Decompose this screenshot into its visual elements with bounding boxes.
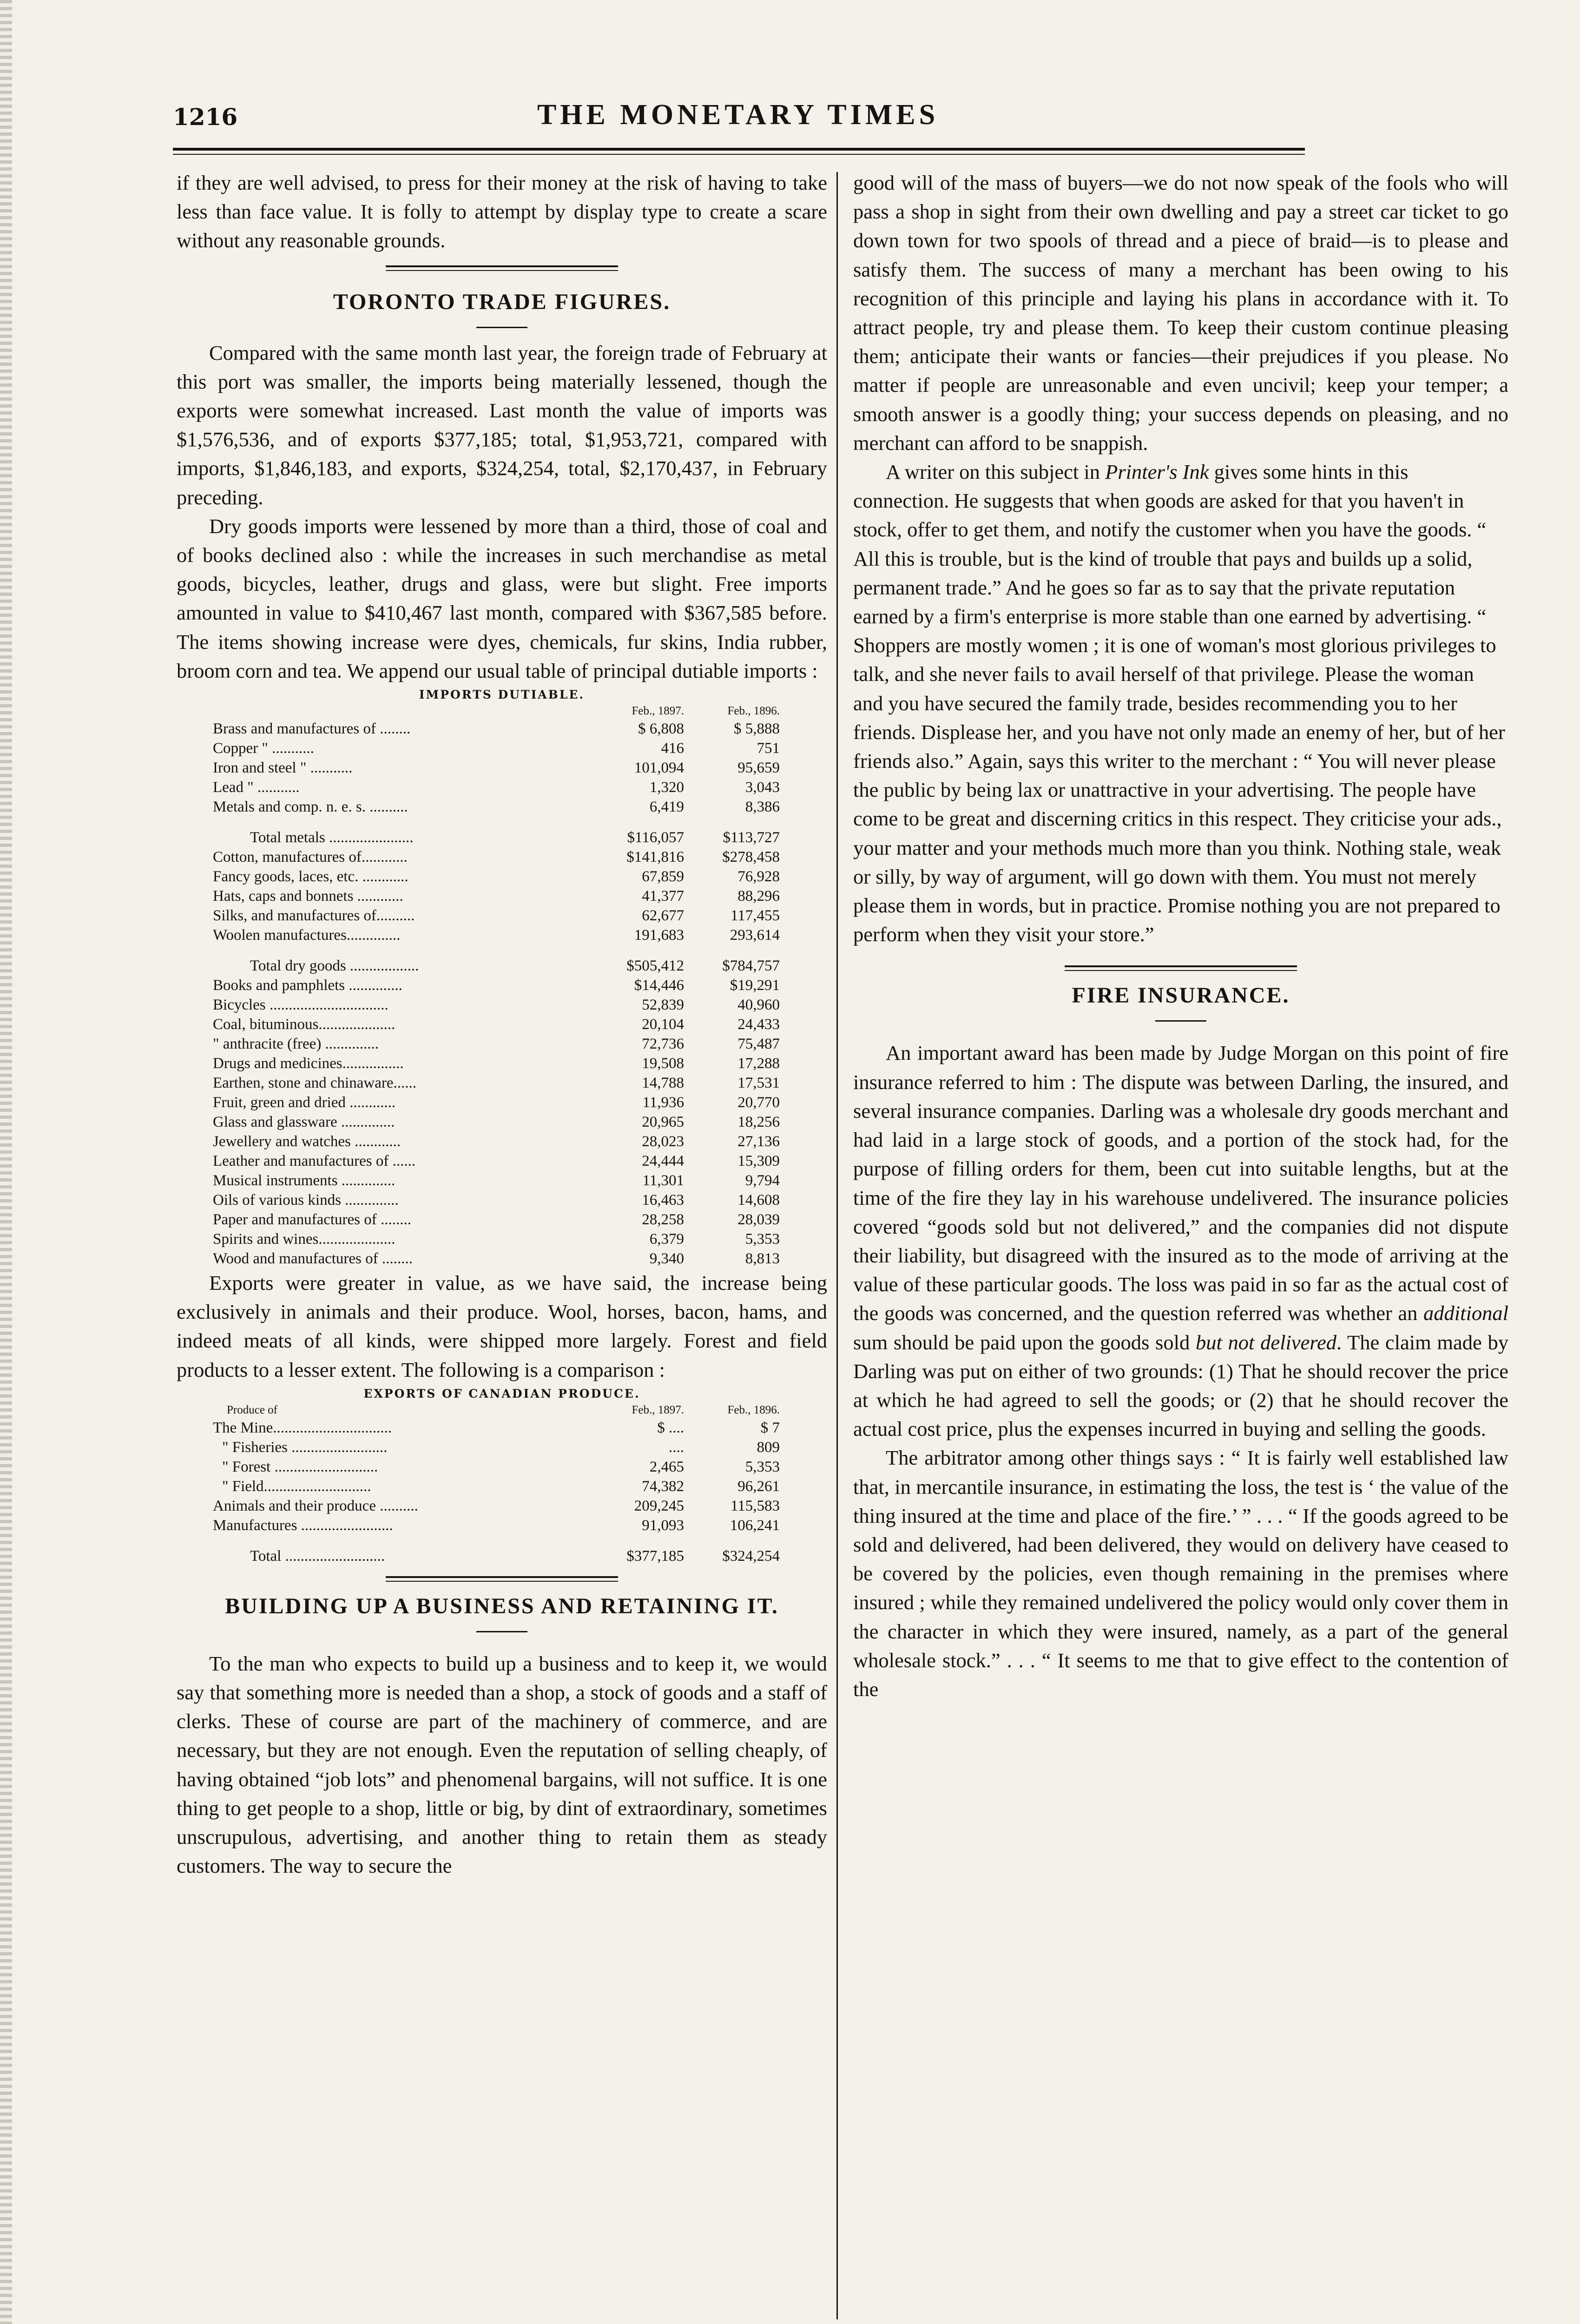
col-header: Feb., 1897. <box>632 705 684 718</box>
table-row: Coal, bituminous.................... 20,104 24,433 <box>213 1016 780 1033</box>
total-row: Total metals ...................... $116,057 $113,727 <box>250 829 780 846</box>
left-column <box>177 168 827 1880</box>
table-row: Earthen, stone and chinaware...... 14,788 17,531 <box>213 1075 780 1092</box>
fire-insurance-heading: FIRE INSURANCE. <box>1072 983 1290 1008</box>
table-row: Paper and manufactures of ........ 28,258 28,039 <box>213 1211 780 1228</box>
table-row: " Forest ........................... 2,465 5,353 <box>222 1458 780 1475</box>
table-row: The Mine............................... $ .... $ 7 <box>213 1419 780 1436</box>
table-row: Cotton, manufactures of............ $141,816 $278,458 <box>213 849 780 866</box>
col-header: Feb., 1897. <box>632 1403 684 1416</box>
imports-table-caption: IMPORTS DUTIABLE. <box>419 688 585 702</box>
table-row: Musical instruments .............. 11,301 9,794 <box>213 1172 780 1189</box>
binding-edge <box>0 0 12 2324</box>
table-row: Hats, caps and bonnets ............ 41,377 88,296 <box>213 888 780 905</box>
fire-paragraph-1: An important award has been made by Judge Morgan on this point of fire insurance referred to him : The dispute was between Darling, the insured, and several insurance companies. Darling was a wholesale dry goods merchant and had laid in a large stock of goods, and a portion of the stock had, for the purpose of filling orders for them, been cut into suitable lengths, but at the time of the fire they lay in his warehouse undelivered. The insurance policies covered “goods sold but not delivered,” and the companies did not dispute their liability, but disagreed with the insured as to the mode of arriving at the value of these particular goods. The loss was paid in so far as the actual cost of the goods was concerned, and the question referred was whether an additional sum should be paid upon the goods sold but not delivered. The claim made by Darling was put on either of two grounds: (1) That he should recover the price at which he had agreed to sell the goods; or (2) that he should recover the actual cost price, plus the expenses incurred in buying and selling the goods. <box>853 1041 1508 1441</box>
right-column <box>853 168 1508 1703</box>
column-divider <box>836 172 838 2319</box>
imports-dutiable-table <box>213 703 780 1268</box>
table-row: Copper " ........... 416 751 <box>213 740 780 757</box>
table-row: Brass and manufactures of ........ $ 6,808 $ 5,888 <box>213 720 780 738</box>
table-row: Fruit, green and dried ............ 11,936 20,770 <box>213 1094 780 1111</box>
table-row: " anthracite (free) .............. 72,736 75,487 <box>213 1036 780 1053</box>
table-row: Books and pamphlets .............. $14,446 $19,291 <box>213 977 780 994</box>
journal-title: THE MONETARY TIMES <box>537 99 939 131</box>
table-row: Animals and their produce .......... 209,245 115,583 <box>213 1497 780 1514</box>
section-rule <box>386 265 618 271</box>
header-rule-thick <box>173 148 1305 151</box>
table-row: Silks, and manufactures of.......... 62,677 117,455 <box>213 907 780 924</box>
publication-name: Printer's Ink <box>1105 460 1209 484</box>
business-paragraph: To the man who expects to build up a business and to keep it, we would say that something more is needed than a shop, a stock of goods and a staff of clerks. These of course are part of the machinery of commerce, and are necessary, but they are not enough. Even the reputation of selling cheaply, of having obtained “job lots” and phenomenal bargains, will not suffice. It is one thing to get people to a shop, little or big, by dint of extraordinary, sometimes unscrupulous, advertising, and another thing to retain them as steady customers. The way to secure the <box>177 1651 827 1878</box>
business-heading: BUILDING UP A BUSINESS AND RETAINING IT. <box>225 1593 779 1618</box>
exports-table-caption: EXPORTS OF CANADIAN PRODUCE. <box>363 1386 640 1400</box>
table-row: Spirits and wines.................... 6,379 5,353 <box>213 1231 780 1248</box>
table-row: Lead " ........... 1,320 3,043 <box>213 779 780 796</box>
table-row: Metals and comp. n. e. s. .......... 6,419 8,386 <box>213 799 780 816</box>
table-row: Glass and glassware .............. 20,965 18,256 <box>213 1114 780 1131</box>
table-row: " Fisheries ......................... .... 809 <box>222 1439 780 1456</box>
toronto-paragraph-2: Dry goods imports were lessened by more than a third, those of coal and of books declined also : while the increases in such merchandise as metal goods, bicycles, leather, drugs and glass, were but slight. Free imports amounted in value to $410,467 last month, compared with $367,585 before. The items showing increase were dyes, chemicals, fur skins, India rubber, broom corn and tea. We append our usual table of principal dutiable imports : <box>177 514 827 682</box>
intro-continuation: if they are well advised, to press for their money at the risk of having to take less than face value. It is folly to attempt by display type to create a scare without any reasonable grounds. <box>177 171 827 252</box>
printers-ink-paragraph: A writer on this subject in Printer's Ink gives some hints in this connection. He suggests that when goods are asked for that you haven't in stock, offer to get them, and notify the customer when you have the goods. “ All this is trouble, but is the kind of trouble that pays and builds up a solid, permanent trade.” And he goes so far as to say that the private reputation earned by a firm's enterprise is more stable than one earned by advertising. “ Shoppers are mostly women ; it is one of woman's most glorious privileges to talk, and she never fails to avail herself of that privilege. Please the woman and you have secured the family trade, besides recommending you to her friends. Displease her, and you have not only made an enemy of her, but of her friends also.” Again, says this writer to the merchant : “ You will never please the public by being lax or unattractive in your advertising. The people have come to be great and discerning critics in this respect. They criticise your ads., your matter and your methods much more than you think. Nothing stale, weak or silly, by way of argument, will go down with them. You must not merely please them in words, but in practice. Promise nothing you are not prepared to perform when they visit your store.” <box>853 460 1505 946</box>
col-header: Produce of <box>227 1403 277 1416</box>
header-rule-thin <box>173 154 1305 155</box>
table-row: Leather and manufactures of ...... 24,444 15,309 <box>213 1153 780 1170</box>
table-row: Woolen manufactures.............. 191,683 293,614 <box>213 927 780 944</box>
table-row: Iron and steel " ........... 101,094 95,659 <box>213 759 780 777</box>
toronto-trade-heading: TORONTO TRADE FIGURES. <box>333 289 671 314</box>
exports-table <box>213 1402 780 1566</box>
toronto-paragraph-1: Compared with the same month last year, the foreign trade of February at this port was smaller, the imports being materially lessened, though the exports were somewhat increased. Last month the value of imports was $1,576,536, and of exports $377,185; total, $1,953,721, compared with imports, $1,846,183, and exports, $324,254, total, $2,170,437, in February preceding. <box>177 341 827 509</box>
table-row: Manufactures ........................ 91,093 106,241 <box>213 1517 780 1534</box>
page-number: 1216 <box>173 103 238 131</box>
total-row: Total .......................... $377,185 $324,254 <box>250 1547 780 1565</box>
col-header: Feb., 1896. <box>727 1403 780 1416</box>
fire-paragraph-2: The arbitrator among other things says : “ It is fairly well established law that, in mercantile insurance, in estimating the loss, the test is ‘ the value of the thing insured at the time and place of the fire.’ ” . . . “ If the goods agreed to be sold and delivered, had been delivered, they would on delivery have ceased to be covered by the policies, even though remaining in the premises where insured ; while they remained undelivered the policy would only cover them in the character in which they were insured, namely, as a part of the general wholesale stock.” . . . “ It seems to me that to give effect to the contention of the <box>853 1446 1508 1701</box>
table-row: Jewellery and watches ............ 28,023 27,136 <box>213 1133 780 1150</box>
business-continued: good will of the mass of buyers—we do not now speak of the fools who will pass a shop in sight from their own dwelling and pay a street car ticket to go down town for two spools of thread and a piece of braid—is to please and satisfy them. The success of many a merchant has been owing to his recognition of this principle and laying his plans in accordance with it. To attract people, try and please them. To keep their custom continue pleasing them; anticipate their wants or fancies—their prejudices if you please. No matter if people are unreasonable and even uncivil; keep your temper; a smooth answer is a goodly thing; your success depends on pleasing, and no merchant can afford to be snappish. <box>853 171 1508 455</box>
section-rule <box>1065 965 1297 971</box>
page-header <box>171 98 1305 136</box>
table-row: Fancy goods, laces, etc. ............ 67,859 76,928 <box>213 868 780 885</box>
section-rule <box>386 1576 618 1582</box>
col-header: Feb., 1896. <box>727 705 780 718</box>
table-row: Bicycles ............................... 52,839 40,960 <box>213 997 780 1014</box>
table-row: " Field............................ 74,382 96,261 <box>222 1478 780 1495</box>
table-row: Wood and manufactures of ........ 9,340 8,813 <box>213 1250 780 1268</box>
table-row: Oils of various kinds .............. 16,463 14,608 <box>213 1192 780 1209</box>
total-row: Total dry goods .................. $505,412 $784,757 <box>250 957 780 975</box>
exports-paragraph: Exports were greater in value, as we have said, the increase being exclusively in animals and their produce. Wool, horses, bacon, hams, and indeed meats of all kinds, were shipped more largely. Forest and field products to a lesser extent. The following is a comparison : <box>177 1271 827 1381</box>
table-row: Drugs and medicines................ 19,508 17,288 <box>213 1055 780 1072</box>
